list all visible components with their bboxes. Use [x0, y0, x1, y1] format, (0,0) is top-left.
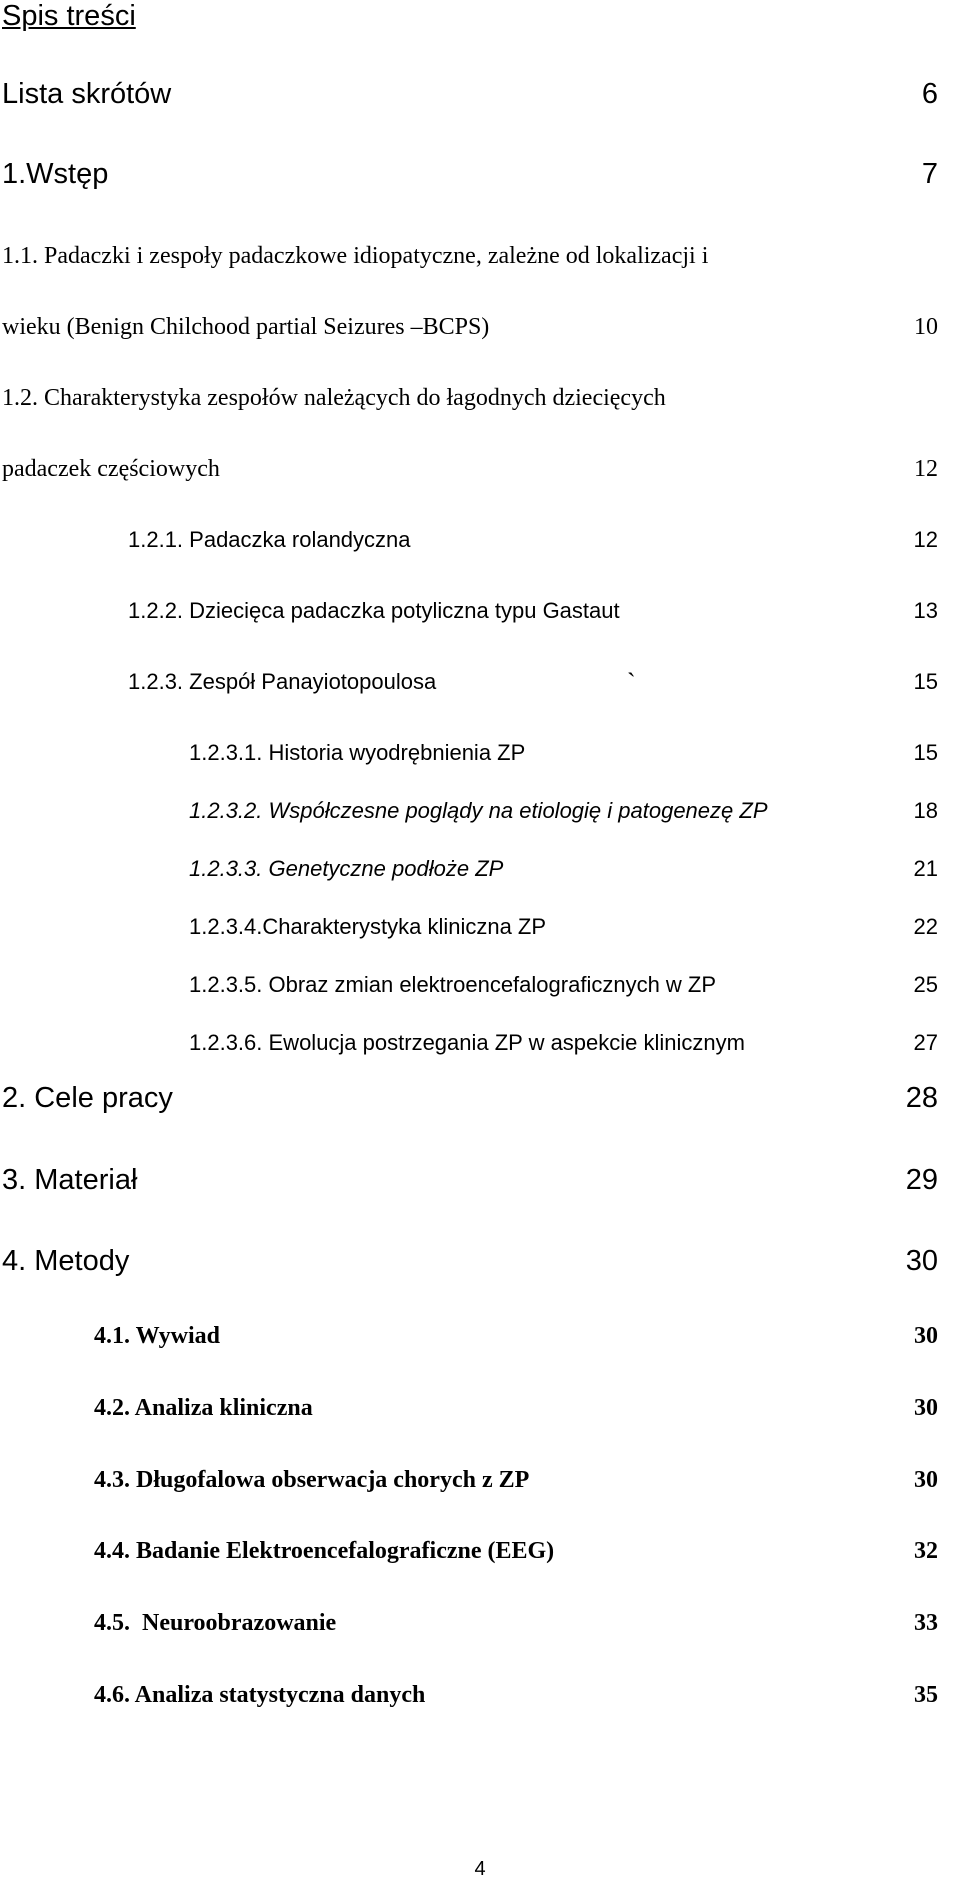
toc-entry-page: 25: [913, 972, 938, 997]
toc-title: Spis treści: [2, 0, 136, 32]
toc-entry: [128, 520, 960, 560]
toc-entry-page: 30: [905, 1244, 938, 1277]
toc-entry-page: 21: [913, 856, 938, 881]
toc-entry: [94, 1460, 960, 1500]
toc-entry-label: 4.3. Długofalowa obserwacja chorych z ZP: [94, 1466, 530, 1493]
toc-entry-label: 3. Materiał: [2, 1163, 138, 1196]
toc-entry-label: 4.1. Wywiad: [94, 1322, 221, 1349]
toc-entry: [94, 1603, 960, 1643]
toc-entry-label: Lista skrótów: [2, 77, 172, 110]
toc-entry-label: 4.2. Analiza kliniczna: [94, 1394, 313, 1421]
toc-entry-label: 1.Wstęp: [2, 157, 109, 190]
toc-entry-page: 32: [914, 1537, 938, 1564]
toc-entry: [128, 662, 960, 702]
toc-entry: [189, 791, 960, 831]
toc-entry-page: 13: [913, 598, 938, 623]
toc-entry-page: 30: [914, 1466, 938, 1493]
toc-entry-label: 1.2. Charakterystyka zespołów należących do łagodnych dziecięcych: [2, 384, 666, 411]
toc-entry-page: 30: [914, 1322, 938, 1349]
toc-entry: [2, 236, 960, 276]
toc-entry: [2, 307, 960, 347]
toc-entry: [2, 378, 960, 418]
toc-entry-page: 33: [914, 1609, 938, 1636]
toc-entry: [189, 965, 960, 1005]
toc-entry-label: 4. Metody: [2, 1244, 130, 1277]
toc-entry: [94, 1675, 960, 1715]
toc-entry-page: 12: [914, 455, 938, 482]
toc-entry-label: 1.2.3.4.Charakterystyka kliniczna ZP: [189, 914, 547, 939]
toc-entry: [94, 1388, 960, 1428]
toc-entry-label: 1.2.3.3. Genetyczne podłoże ZP: [189, 856, 504, 881]
toc-entry-page: 35: [914, 1681, 938, 1708]
toc-entry-page: 22: [913, 914, 938, 939]
page-number: 4: [474, 1858, 486, 1880]
toc-entry-page: 15: [913, 740, 938, 765]
toc-entry-label: 1.2.2. Dziecięca padaczka potyliczna typu Gastaut: [128, 598, 620, 623]
toc-entry-label: wieku (Benign Chilchood partial Seizures –BCPS): [2, 313, 490, 340]
toc-entry-label: padaczek częściowych: [2, 455, 220, 482]
toc-entry: [189, 849, 960, 889]
toc-entry-page: 15: [913, 669, 938, 694]
toc-entry-label: 1.2.3. Zespół Panayiotopoulosa: [128, 669, 437, 694]
toc-entry: [189, 733, 960, 773]
toc-entry-label: 1.2.3.6. Ewolucja postrzegania ZP w aspekcie klinicznym: [189, 1030, 745, 1055]
toc-entry-page: 12: [913, 527, 938, 552]
stray-mark: `: [627, 668, 636, 697]
toc-entry-label: 4.4. Badanie Elektroencefalograficzne (EEG): [94, 1537, 555, 1564]
toc-entry-label: 1.1. Padaczki i zespoły padaczkowe idiopatyczne, zależne od lokalizacji i: [2, 242, 709, 269]
toc-entry: [2, 1160, 960, 1200]
toc-entry-page: 27: [913, 1030, 938, 1055]
toc-entry: [189, 1023, 960, 1063]
toc-entry-page: 30: [914, 1394, 938, 1421]
toc-entry: [189, 907, 960, 947]
toc-entry: [94, 1316, 960, 1356]
toc-entry-label: 4.6. Analiza statystyczna danych: [94, 1681, 426, 1708]
toc-entry: [2, 154, 960, 194]
toc-entry: [2, 1078, 960, 1118]
toc-entry-label: 1.2.3.1. Historia wyodrębnienia ZP: [189, 740, 526, 765]
toc-entry-page: 10: [914, 313, 938, 340]
toc-entry-label: 2. Cele pracy: [2, 1081, 173, 1114]
toc-entry-label: 1.2.3.5. Obraz zmian elektroencefalograficznych w ZP: [189, 972, 717, 997]
toc-entry: [94, 1531, 960, 1571]
toc-entry-page: 28: [905, 1081, 938, 1114]
toc-entry-page: 18: [913, 798, 938, 823]
toc-entry-label: 1.2.1. Padaczka rolandyczna: [128, 527, 411, 552]
toc-entry-label: 1.2.3.2. Współczesne poglądy na etiologię i patogenezę ZP: [189, 798, 768, 823]
toc-entry-page: 7: [921, 157, 938, 190]
toc-entry: [2, 74, 960, 114]
toc-entry: [2, 449, 960, 489]
toc-entry-page: 6: [921, 77, 938, 110]
toc-entry: [2, 1241, 960, 1281]
toc-entry: [128, 591, 960, 631]
toc-entry-page: 29: [905, 1163, 938, 1196]
toc-entry-label: 4.5. Neuroobrazowanie: [94, 1609, 337, 1636]
